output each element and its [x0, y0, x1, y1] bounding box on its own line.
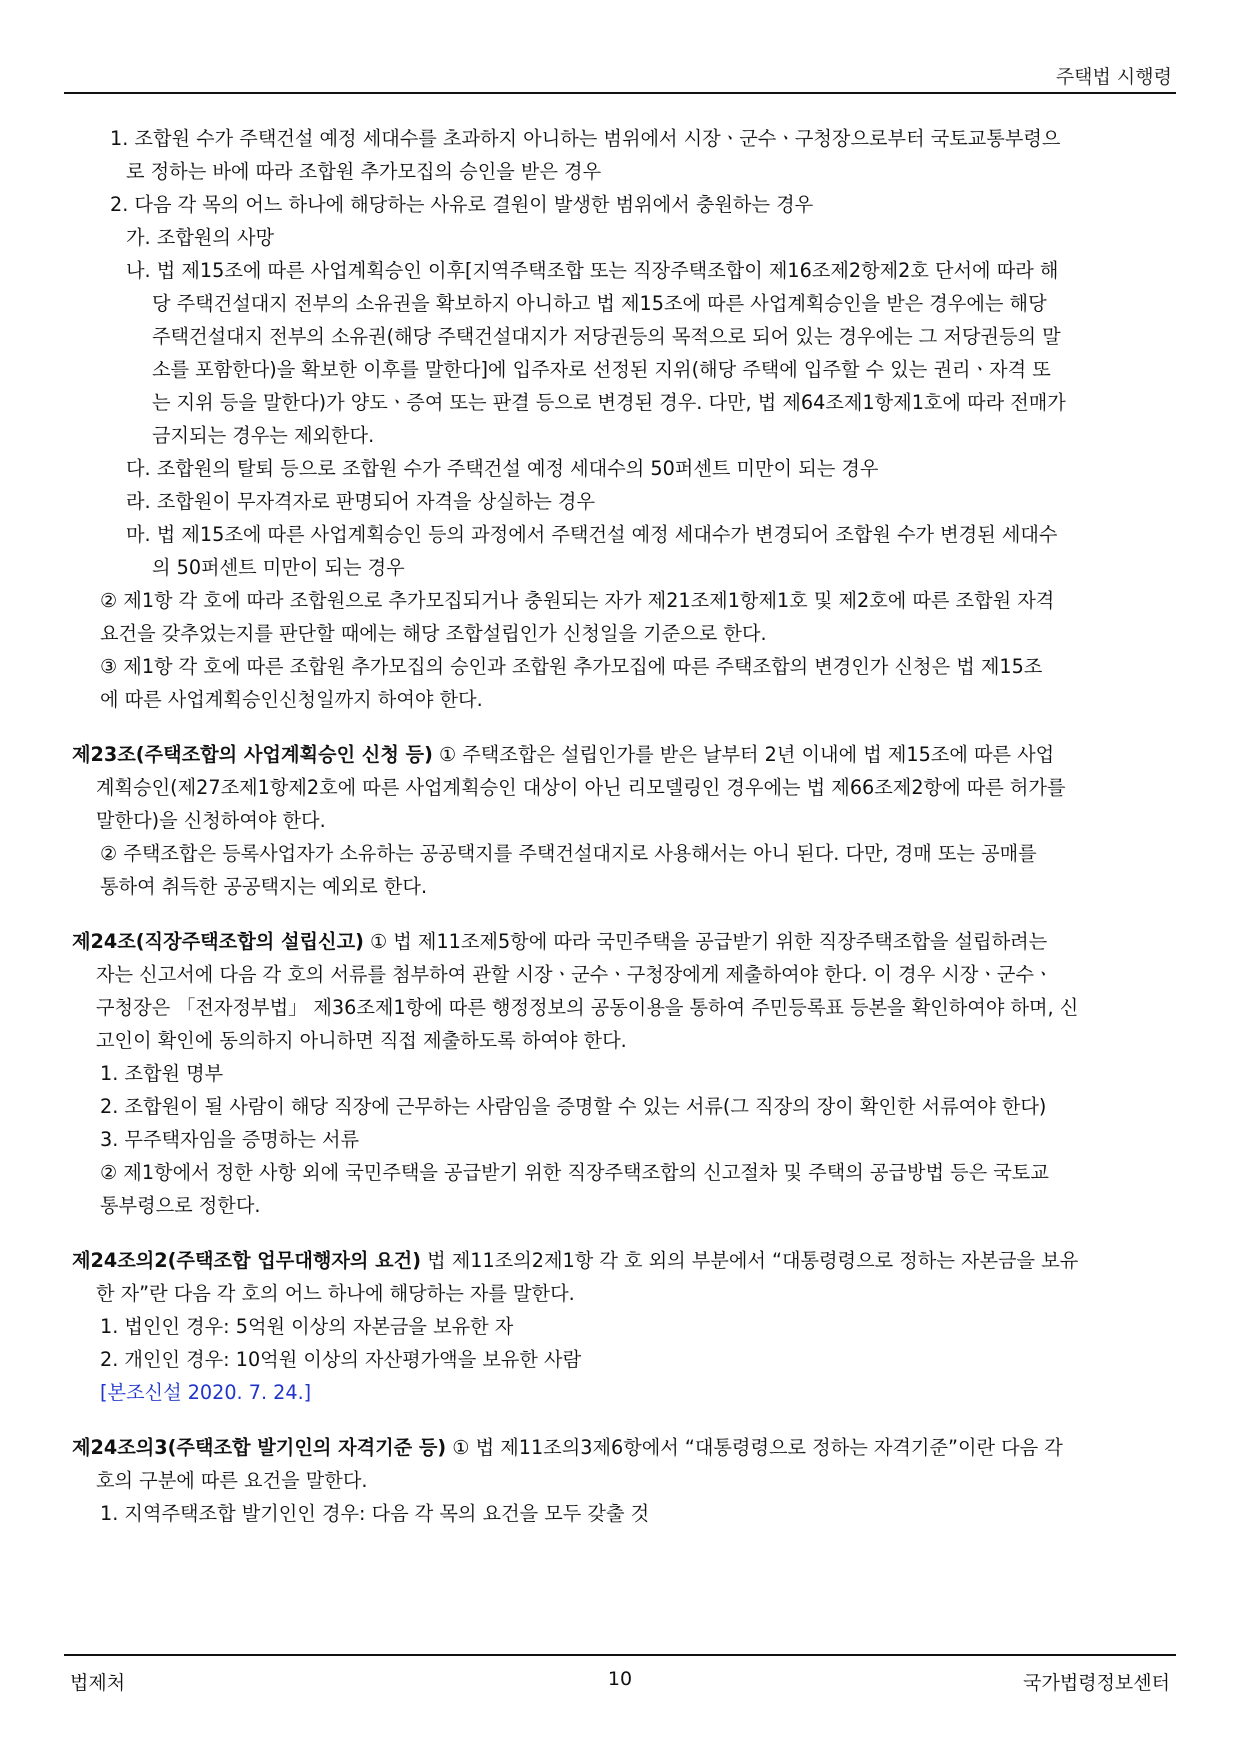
article-24-2	[72, 1244, 1182, 1409]
article-heading: 제24조(직장주택조합의 설립신고)	[72, 930, 364, 953]
text-line: 요건을 갖추었는지를 판단할 때에는 해당 조합설립인가 신청일을 기준으로 한다.	[100, 622, 767, 645]
document-body	[72, 122, 1182, 1530]
text-line: 다. 조합원의 탈퇴 등으로 조합원 수가 주택건설 예정 세대수의 50퍼센트 미만이 되는 경우	[126, 457, 879, 480]
text-line: 2. 다음 각 목의 어느 하나에 해당하는 사유로 결원이 발생한 범위에서 충원하는 경우	[110, 193, 814, 216]
article-heading: 제23조(주택조합의 사업계획승인 신청 등)	[72, 743, 433, 766]
text-line: 에 따른 사업계획승인신청일까지 하여야 한다.	[100, 688, 483, 711]
text-line: 는 지위 등을 말한다)가 양도ㆍ증여 또는 판결 등으로 변경된 경우. 다만, 법 제64조제1항제1호에 따라 전매가	[152, 391, 1066, 414]
text-line: 통하여 취득한 공공택지는 예외로 한다.	[100, 875, 428, 898]
text-line: 가. 조합원의 사망	[126, 226, 275, 249]
text-line: ① 법 제11조제5항에 따라 국민주택을 공급받기 위한 직장주택조합을 설립하려는	[363, 930, 1048, 953]
text-line: 자는 신고서에 다음 각 호의 서류를 첨부하여 관할 시장ㆍ군수ㆍ구청장에게 제출하여야 한다. 이 경우 시장ㆍ군수ㆍ	[96, 963, 1053, 986]
text-line: 마. 법 제15조에 따른 사업계획승인 등의 과정에서 주택건설 예정 세대수가 변경되어 조합원 수가 변경된 세대수	[126, 523, 1058, 546]
text-line: 소를 포함한다)을 확보한 이후를 말한다]에 입주자로 선정된 지위(해당 주택에 입주할 수 있는 권리ㆍ자격 또	[152, 358, 1051, 381]
text-line: ① 주택조합은 설립인가를 받은 날부터 2년 이내에 법 제15조에 따른 사업	[432, 743, 1055, 766]
text-line: 말한다)을 신청하여야 한다.	[96, 809, 326, 832]
text-line: 3. 무주택자임을 증명하는 서류	[100, 1128, 360, 1151]
text-line: 계획승인(제27조제1항제2호에 따른 사업계획승인 대상이 아닌 리모델링인 경우에는 법 제66조제2항에 따른 허가를	[96, 776, 1066, 799]
article-heading: 제24조의2(주택조합 업무대행자의 요건)	[72, 1249, 421, 1272]
page-number: 10	[607, 1668, 633, 1690]
text-line: 호의 구분에 따른 요건을 말한다.	[96, 1469, 368, 1492]
text-line: 2. 조합원이 될 사람이 해당 직장에 근무하는 사람임을 증명할 수 있는 서류(그 직장의 장이 확인한 서류여야 한다)	[100, 1095, 1047, 1118]
article-22-continuation	[72, 122, 1182, 716]
text-line: ① 법 제11조의3제6항에서 “대통령령으로 정하는 자격기준”이란 다음 각	[446, 1436, 1063, 1459]
text-line: 1. 법인인 경우: 5억원 이상의 자본금을 보유한 자	[100, 1315, 514, 1338]
article-23	[72, 738, 1182, 903]
text-line: 라. 조합원이 무자격자로 판명되어 자격을 상실하는 경우	[126, 490, 596, 513]
text-line: ③ 제1항 각 호에 따른 조합원 추가모집의 승인과 조합원 추가모집에 따른 주택조합의 변경인가 신청은 법 제15조	[100, 655, 1043, 678]
footer-source: 국가법령정보센터	[1023, 1672, 1170, 1694]
text-line: 한 자”란 다음 각 호의 어느 하나에 해당하는 자를 말한다.	[96, 1282, 575, 1305]
text-line: 로 정하는 바에 따라 조합원 추가모집의 승인을 받은 경우	[126, 160, 602, 183]
text-line: 1. 조합원 수가 주택건설 예정 세대수를 초과하지 아니하는 범위에서 시장ㆍ군수ㆍ구청장으로부터 국토교통부령으	[110, 127, 1061, 150]
text-line: ② 주택조합은 등록사업자가 소유하는 공공택지를 주택건설대지로 사용해서는 아니 된다. 다만, 경매 또는 공매를	[100, 842, 1037, 865]
text-line: 고인이 확인에 동의하지 아니하면 직접 제출하도록 하여야 한다.	[96, 1029, 627, 1052]
text-line: 통부령으로 정한다.	[100, 1194, 261, 1217]
text-line: ② 제1항 각 호에 따라 조합원으로 추가모집되거나 충원되는 자가 제21조제1항제1호 및 제2호에 따른 조합원 자격	[100, 589, 1055, 612]
text-line: 2. 개인인 경우: 10억원 이상의 자산평가액을 보유한 사람	[100, 1348, 582, 1371]
text-line: 법 제11조의2제1항 각 호 외의 부분에서 “대통령령으로 정하는 자본금을 보유	[420, 1249, 1079, 1272]
footer-divider	[64, 1654, 1176, 1656]
text-line: 주택건설대지 전부의 소유권(해당 주택건설대지가 저당권등의 목적으로 되어 있는 경우에는 그 저당권등의 말	[152, 325, 1061, 348]
amendment-note: [본조신설 2020. 7. 24.]	[100, 1381, 312, 1404]
text-line: 나. 법 제15조에 따른 사업계획승인 이후[지역주택조합 또는 직장주택조합이 제16조제2항제2호 단서에 따라 해	[126, 259, 1059, 282]
text-line: 당 주택건설대지 전부의 소유권을 확보하지 아니하고 법 제15조에 따른 사업계획승인을 받은 경우에는 해당	[152, 292, 1047, 315]
article-heading: 제24조의3(주택조합 발기인의 자격기준 등)	[72, 1436, 447, 1459]
article-24	[72, 925, 1182, 1222]
footer-publisher: 법제처	[70, 1672, 126, 1694]
header-divider	[64, 92, 1176, 94]
text-line: 의 50퍼센트 미만이 되는 경우	[152, 556, 405, 579]
document-header-title: 주택법 시행령	[1055, 66, 1172, 88]
article-24-3	[72, 1431, 1182, 1530]
text-line: 금지되는 경우는 제외한다.	[152, 424, 375, 447]
text-line: 1. 조합원 명부	[100, 1062, 224, 1085]
text-line: 구청장은 「전자정부법」 제36조제1항에 따른 행정정보의 공동이용을 통하여 주민등록표 등본을 확인하여야 하며, 신	[96, 996, 1079, 1019]
text-line: 1. 지역주택조합 발기인인 경우: 다음 각 목의 요건을 모두 갖출 것	[100, 1502, 650, 1525]
text-line: ② 제1항에서 정한 사항 외에 국민주택을 공급받기 위한 직장주택조합의 신고절차 및 주택의 공급방법 등은 국토교	[100, 1161, 1049, 1184]
